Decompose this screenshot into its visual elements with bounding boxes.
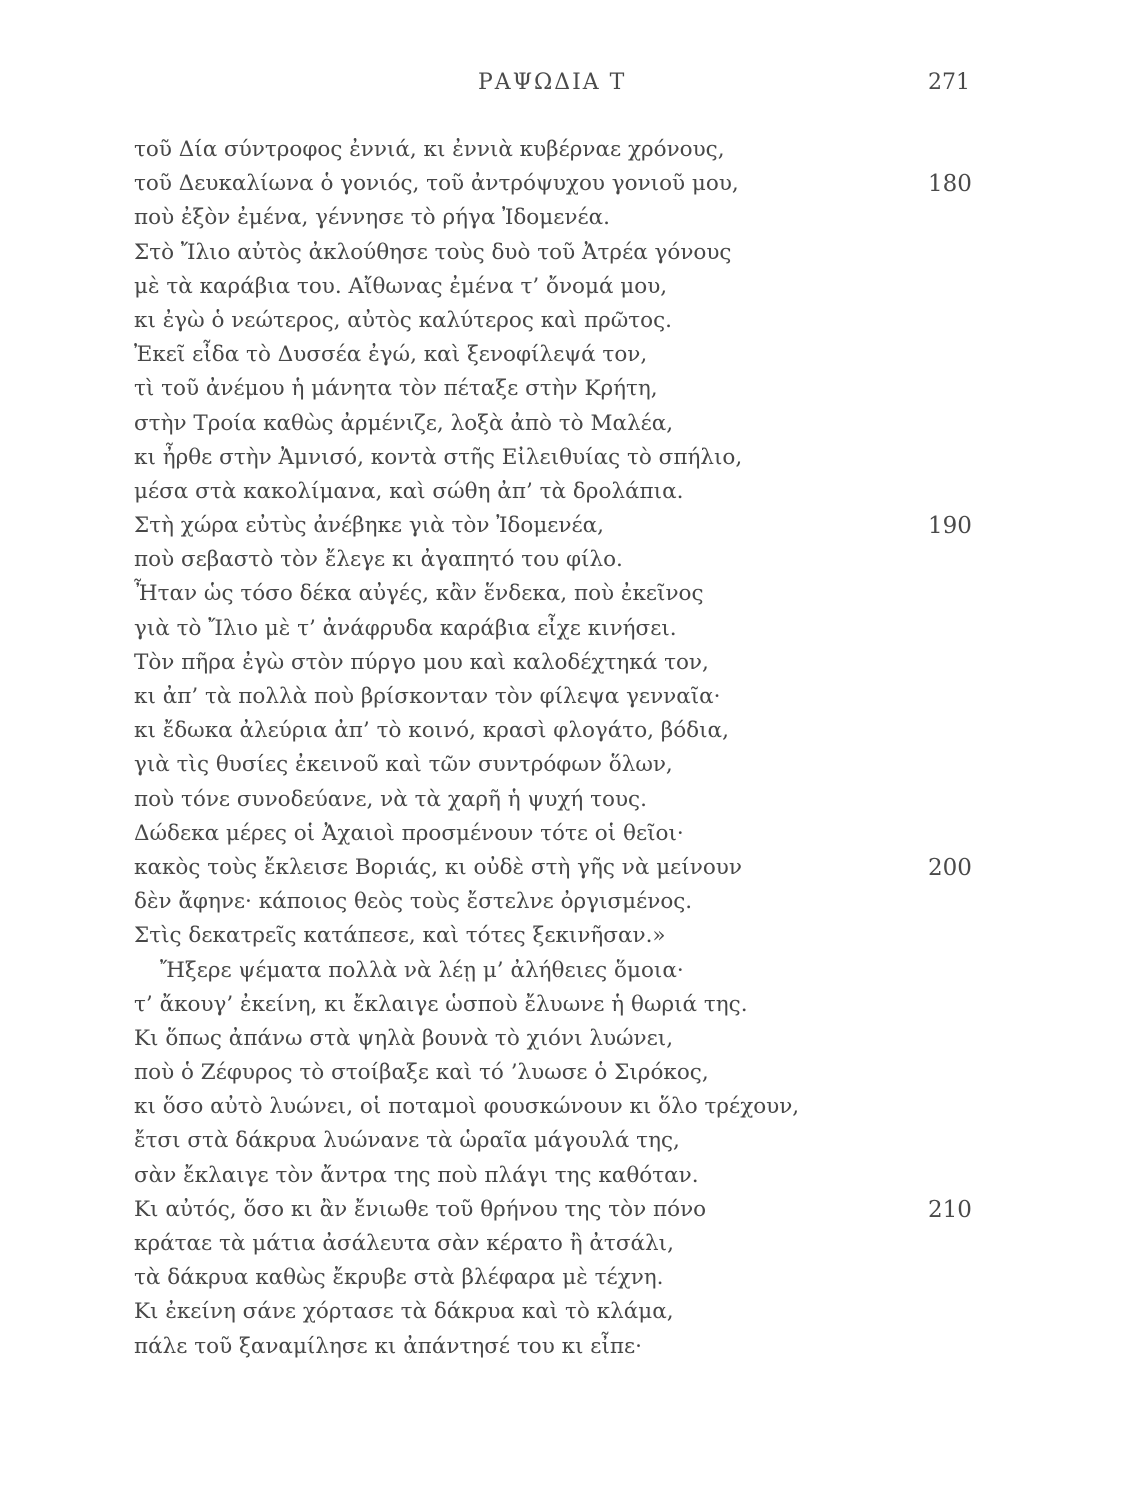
verse-text: Στὶς δεκατρεῖς κατάπεσε, καὶ τότες ξεκινῆσαν.» bbox=[134, 923, 666, 949]
verse-text: τ’ ἄκουγ’ ἐκείνη, κι ἔκλαιγε ὡσποὺ ἔλυωνε ἡ θωριά της. bbox=[134, 991, 748, 1017]
verse-line bbox=[134, 1227, 1014, 1261]
verse-line bbox=[134, 1090, 1014, 1124]
verse-text: σὰν ἔκλαιγε τὸν ἄντρα της ποὺ πλάγι της καθόταν. bbox=[134, 1162, 699, 1188]
verse-text: Ἦταν ὡς τόσο δέκα αὐγές, κἂν ἕνδεκα, ποὺ ἐκεῖνος bbox=[134, 581, 704, 607]
verse-line bbox=[134, 1056, 1014, 1090]
line-number: 200 bbox=[928, 854, 972, 881]
verse-line bbox=[134, 1022, 1014, 1056]
verse-text: μέσα στὰ κακολίμανα, καὶ σώθη ἀπ’ τὰ δρολάπια. bbox=[134, 478, 684, 504]
verse-line bbox=[134, 338, 1014, 372]
verse-line bbox=[134, 407, 1014, 441]
verse-text: τὶ τοῦ ἀνέμου ἡ μάνητα τὸν πέταξε στὴν Κρήτη, bbox=[134, 376, 658, 402]
verse-text: ἔτσι στὰ δάκρυα λυώνανε τὰ ὡραῖα μάγουλά της, bbox=[134, 1128, 680, 1154]
verse-text: Δώδεκα μέρες οἱ Ἀχαιοὶ προσμένουν τότε οἱ θεῖοι· bbox=[134, 820, 684, 846]
verse-line bbox=[134, 441, 1014, 475]
verse-line bbox=[134, 885, 1014, 919]
line-number: 210 bbox=[928, 1196, 972, 1223]
verse-text: ποὺ ἐξὸν ἐμένα, γέννησε τὸ ρήγα Ἰδομενέα. bbox=[134, 205, 610, 231]
verse-line bbox=[134, 133, 1014, 167]
chapter-title: ΡΑΨΩΔΙΑ Τ bbox=[478, 70, 627, 95]
verse-line bbox=[134, 1193, 1014, 1227]
line-number: 180 bbox=[928, 171, 972, 198]
verse-line bbox=[134, 680, 1014, 714]
line-number: 190 bbox=[928, 513, 972, 540]
verse-line bbox=[134, 954, 1014, 988]
verse-line bbox=[134, 1159, 1014, 1193]
verse-text: Κι αὐτός, ὅσο κι ἂν ἔνιωθε τοῦ θρήνου της τὸν πόνο bbox=[134, 1196, 707, 1222]
verse-text: κι ἐγὼ ὁ νεώτερος, αὐτὸς καλύτερος καὶ πρῶτος. bbox=[134, 307, 672, 333]
verse-line bbox=[134, 201, 1014, 235]
verse-line bbox=[134, 919, 1014, 953]
verse-text: κι ὅσο αὐτὸ λυώνει, οἱ ποταμοὶ φουσκώνουν κι ὅλο τρέχουν, bbox=[134, 1094, 800, 1120]
verse-line bbox=[134, 748, 1014, 782]
verse-text: στὴν Τροία καθὼς ἀρμένιζε, λοξὰ ἀπὸ τὸ Μαλέα, bbox=[134, 410, 674, 436]
verse-text: κράταε τὰ μάτια ἀσάλευτα σὰν κέρατο ἢ ἀτσάλι, bbox=[134, 1231, 674, 1256]
verse-text: Ἐκεῖ εἶδα τὸ Δυσσέα ἐγώ, καὶ ξενοφίλεψά τον, bbox=[134, 342, 648, 368]
verse-text: Ἤξερε ψέματα πολλὰ νὰ λέῃ μ’ ἀλήθειες ὅμοια· bbox=[160, 957, 684, 983]
verse-text: Κι ὅπως ἀπάνω στὰ ψηλὰ βουνὰ τὸ χιόνι λυώνει, bbox=[134, 1025, 674, 1051]
verse-line bbox=[134, 988, 1014, 1022]
verse-text: Κι ἐκείνη σάνε χόρτασε τὰ δάκρυα καὶ τὸ κλάμα, bbox=[134, 1299, 674, 1325]
verse-line bbox=[134, 1295, 1014, 1329]
verse-line bbox=[134, 714, 1014, 748]
verse-text: ποὺ σεβαστὸ τὸν ἔλεγε κι ἀγαπητό του φίλο. bbox=[134, 547, 623, 573]
verse-line bbox=[134, 270, 1014, 304]
verse-text: τοῦ Δία σύντροφος ἐννιά, κι ἐννιὰ κυβέρναε χρόνους, bbox=[134, 137, 725, 162]
verse-line bbox=[134, 612, 1014, 646]
page-number: 271 bbox=[928, 70, 970, 95]
verse-line bbox=[134, 372, 1014, 406]
verse-text: ποὺ τόνε συνοδεύανε, νὰ τὰ χαρῆ ἡ ψυχή τους. bbox=[134, 786, 647, 812]
verse-text: κι ἀπ’ τὰ πολλὰ ποὺ βρίσκονταν τὸν φίλεψα γενναῖα· bbox=[134, 684, 721, 709]
running-head bbox=[0, 70, 1144, 104]
verse-text: Στὸ Ἴλιο αὐτὸς ἀκλούθησε τοὺς δυὸ τοῦ Ἀτρέα γόνους bbox=[134, 239, 732, 265]
verse-line bbox=[134, 851, 1014, 885]
verse-line bbox=[134, 1330, 1014, 1364]
verse-line bbox=[134, 475, 1014, 509]
verse-text: κακὸς τοὺς ἔκλεισε Βοριάς, κι οὐδὲ στὴ γῆς νὰ μείνουν bbox=[134, 854, 742, 880]
verse-text: μὲ τὰ καράβια του. Αἴθωνας ἐμένα τ’ ὄνομά μου, bbox=[134, 273, 668, 299]
verse-line bbox=[134, 1124, 1014, 1158]
verse-text: Τὸν πῆρα ἐγὼ στὸν πύργο μου καὶ καλοδέχτηκά τον, bbox=[134, 649, 709, 675]
verse-text: κι ἔδωκα ἀλεύρια ἀπ’ τὸ κοινό, κρασὶ φλογάτο, βόδια, bbox=[134, 718, 729, 744]
verse-text: δὲν ἄφηνε· κάποιος θεὸς τοὺς ἔστελνε ὀργισμένος. bbox=[134, 889, 693, 915]
verse-line bbox=[134, 817, 1014, 851]
verse-line bbox=[134, 577, 1014, 611]
verse-text: τοῦ Δευκαλίωνα ὁ γονιός, τοῦ ἀντρόψυχου γονιοῦ μου, bbox=[134, 171, 739, 197]
verse-line bbox=[134, 1261, 1014, 1295]
verse-line bbox=[134, 509, 1014, 543]
verse-block bbox=[134, 133, 1014, 1364]
verse-line bbox=[134, 236, 1014, 270]
verse-text: πάλε τοῦ ξαναμίλησε κι ἀπάντησέ του κι εἶπε· bbox=[134, 1333, 642, 1359]
verse-line bbox=[134, 304, 1014, 338]
verse-line bbox=[134, 646, 1014, 680]
verse-text: τὰ δάκρυα καθὼς ἔκρυβε στὰ βλέφαρα μὲ τέχνη. bbox=[134, 1265, 664, 1291]
verse-line bbox=[134, 783, 1014, 817]
verse-text: γιὰ τὸ Ἴλιο μὲ τ’ ἀνάφρυδα καράβια εἶχε κινήσει. bbox=[134, 615, 677, 641]
verse-text: Στὴ χώρα εὐτὺς ἀνέβηκε γιὰ τὸν Ἰδομενέα, bbox=[134, 513, 604, 539]
verse-line bbox=[134, 543, 1014, 577]
verse-text: ποὺ ὁ Ζέφυρος τὸ στοίβαξε καὶ τό ’λυωσε ὁ Σιρόκος, bbox=[134, 1060, 709, 1086]
verse-text: γιὰ τὶς θυσίες ἐκεινοῦ καὶ τῶν συντρόφων ὅλων, bbox=[134, 752, 673, 778]
verse-text: κι ἦρθε στὴν Ἀμνισό, κοντὰ στῆς Εἰλειθυίας τὸ σπήλιο, bbox=[134, 444, 743, 470]
verse-line bbox=[134, 167, 1014, 201]
